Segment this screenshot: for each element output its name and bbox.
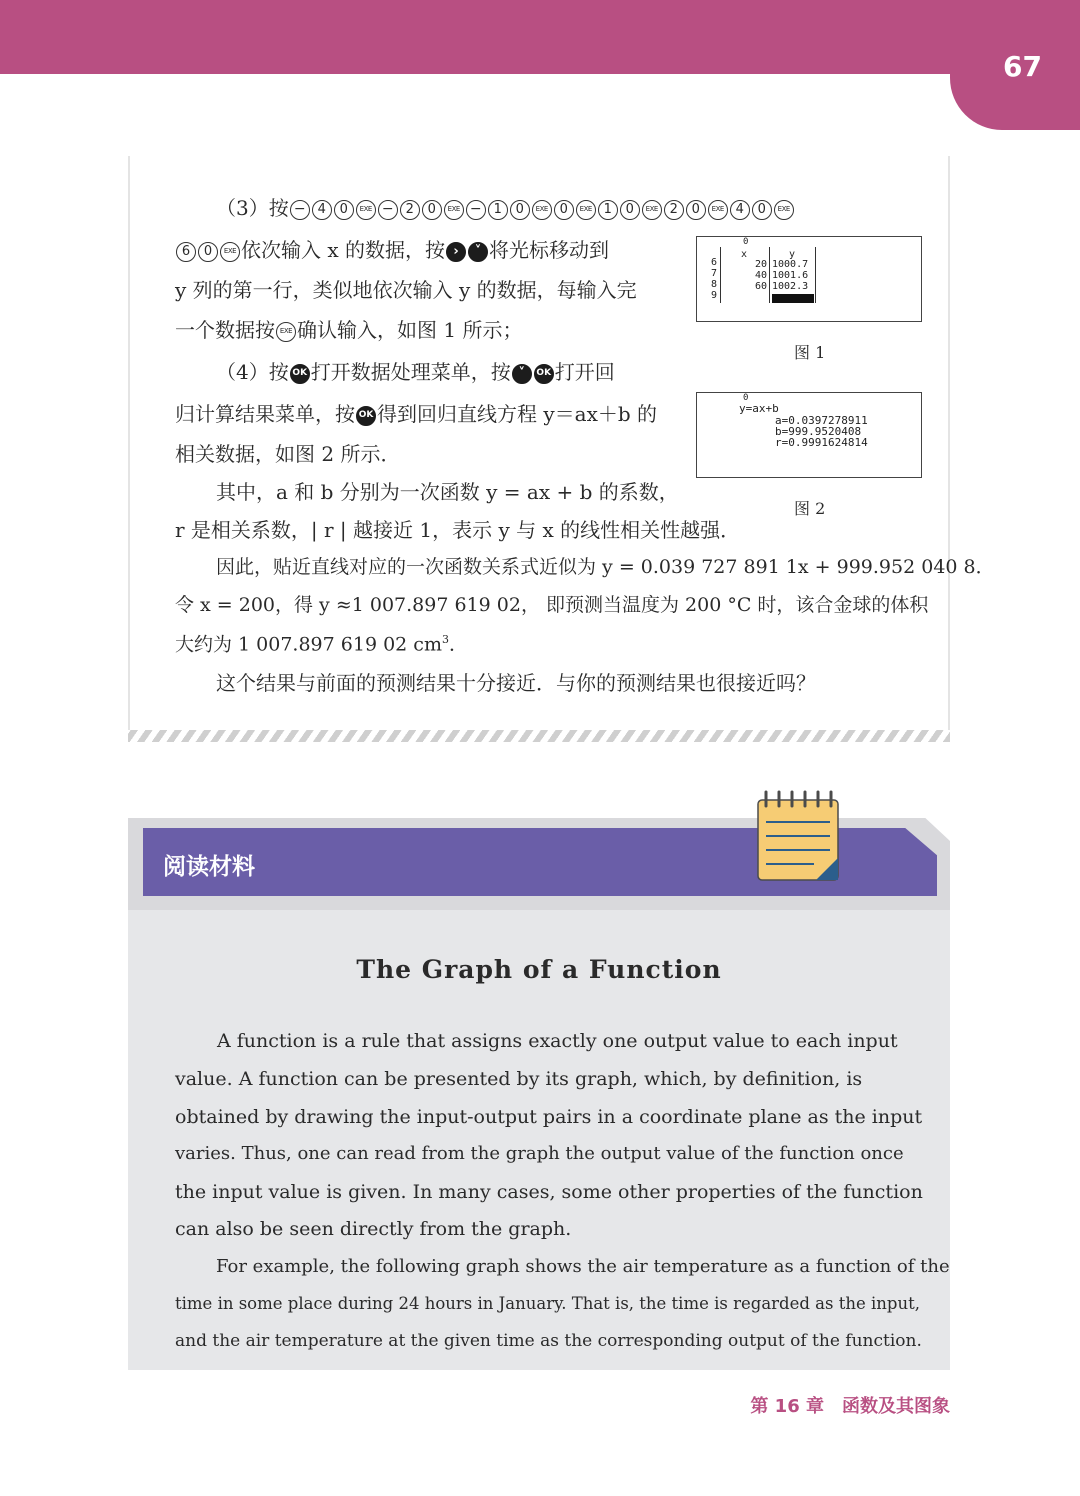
exe-key-icon: EXE: [444, 200, 464, 220]
exe-key-icon: EXE: [220, 242, 240, 262]
digit-key-icon: 6: [176, 242, 196, 262]
page-number: 67: [1003, 50, 1042, 83]
key-sequence-2: [175, 238, 241, 262]
step3-text-b: 将光标移动到: [489, 238, 609, 262]
para3: 这个结果与前面的预测结果十分接近．与你的预测结果也很接近吗？: [216, 671, 816, 695]
column-header-x: x: [741, 249, 748, 260]
negative-key-icon: −: [378, 200, 398, 220]
row-number: 9: [711, 290, 718, 301]
step4-label: （4）按: [216, 360, 289, 384]
reading-line: For example, the following graph shows the air temperature as a function of the: [216, 1256, 950, 1277]
ok-key-icon: OK: [290, 364, 310, 384]
para2-line1: 因此，贴近直线对应的一次函数关系式近似为 y = 0.039 727 891 1x + 999.952 040 8．: [216, 556, 995, 578]
exe-key-icon: EXE: [276, 322, 296, 342]
digit-key-icon: 2: [664, 200, 684, 220]
figure2-caption: 图 2: [794, 499, 826, 518]
digit-key-icon: 1: [488, 200, 508, 220]
row-number: 8: [711, 279, 718, 290]
digit-key-icon: 0: [686, 200, 706, 220]
digit-key-icon: 0: [334, 200, 354, 220]
header-band: [0, 0, 1080, 74]
reading-line: varies. Thus, one can read from the graph the output value of the function once: [175, 1143, 904, 1164]
exe-key-icon: EXE: [774, 200, 794, 220]
exe-key-icon: EXE: [576, 200, 596, 220]
para2-line3: [175, 634, 468, 654]
step3-line4: [175, 320, 522, 342]
para2-line2: 令 x = 200，得 y ≈1 007.897 619 02， 即预测当温度为 200 °C 时，该合金球的体积: [175, 594, 929, 616]
reading-line: can also be seen directly from the graph.: [175, 1218, 572, 1240]
y-value: 1001.6: [772, 270, 809, 281]
step3-line4-a: 一个数据按: [175, 318, 275, 342]
figure2-calculator-screen: [696, 392, 922, 478]
divider-hatch: [128, 730, 950, 742]
para2-line3-b: ．: [448, 633, 468, 656]
reading-line: obtained by drawing the input-output pairs in a coordinate plane as the input: [175, 1106, 923, 1128]
coef-b: b=999.9520408: [775, 425, 862, 438]
step4-text-a: 打开数据处理菜单，按: [310, 360, 511, 384]
row-number: 6: [711, 257, 718, 268]
calc-mode-icon: 0: [743, 237, 749, 247]
ok-key-icon: OK: [356, 406, 376, 426]
row-number: 7: [711, 268, 718, 279]
exe-key-icon: EXE: [642, 200, 662, 220]
x-value: 40: [754, 270, 767, 281]
digit-key-icon: 4: [312, 200, 332, 220]
step4-line2-b: 得到回归直线方程 y＝ax＋b 的: [377, 402, 658, 426]
reading-line: value. A function can be presented by its graph, which, by definition, is: [175, 1068, 863, 1090]
reading-line: and the air temperature at the given time as the corresponding output of the function.: [175, 1331, 922, 1351]
figure1-caption: 图 1: [794, 343, 826, 362]
y-values: [772, 259, 808, 292]
regression-equation: y=ax+b: [739, 402, 779, 415]
y-value: 1000.7: [772, 259, 809, 270]
reading-line: time in some place during 24 hours in January. That is, the time is regarded as the input,: [175, 1294, 920, 1313]
step3-line4-b: 确认输入，如图 1 所示；: [297, 318, 523, 342]
coef-a: a=0.0397278911: [775, 414, 868, 427]
y-value: 1002.3: [772, 281, 809, 292]
column-header-y: y: [789, 249, 796, 260]
down-arrow-key-icon: ˅: [512, 364, 532, 384]
figure1-calculator-screen: [696, 236, 922, 322]
step4-text-b: 打开回: [554, 360, 615, 384]
reading-line: A function is a rule that assigns exactly one output value to each input: [217, 1030, 898, 1052]
step3-line2: [175, 240, 609, 262]
step3-label: （3）按: [216, 196, 289, 220]
digit-key-icon: 0: [422, 200, 442, 220]
down-arrow-key-icon: ˅: [468, 242, 488, 262]
exe-key-icon: EXE: [356, 200, 376, 220]
cursor-cell: [772, 294, 814, 303]
step3-line3: y 列的第一行，类似地依次输入 y 的数据，每输入完: [175, 278, 637, 302]
para1-line1: 其中，a 和 b 分别为一次函数 y = ax + b 的系数，: [216, 480, 679, 504]
notepad-icon: [752, 788, 844, 884]
negative-key-icon: −: [466, 200, 486, 220]
row-numbers: [711, 257, 717, 301]
ok-key-icon: OK: [534, 364, 554, 384]
digit-key-icon: 0: [510, 200, 530, 220]
reading-title: The Graph of a Function: [356, 955, 722, 984]
x-values: [737, 259, 767, 292]
key-sequence-1: [289, 196, 795, 220]
digit-key-icon: 2: [400, 200, 420, 220]
calc-mode-icon: 0: [743, 393, 749, 403]
right-arrow-key-icon: ›: [446, 242, 466, 262]
digit-key-icon: 0: [620, 200, 640, 220]
exe-key-icon: EXE: [708, 200, 728, 220]
digit-key-icon: 0: [752, 200, 772, 220]
para2-line3-a: 大约为 1 007.897 619 02 cm: [175, 633, 442, 656]
superscript: 3: [441, 633, 449, 646]
reading-line: the input value is given. In many cases, some other properties of the function: [175, 1181, 923, 1203]
step3-line1: [216, 198, 795, 220]
digit-key-icon: 4: [730, 200, 750, 220]
x-value: 60: [754, 281, 767, 292]
digit-key-icon: 0: [554, 200, 574, 220]
coef-r: r=0.9991624814: [775, 436, 868, 449]
chapter-footer: 第 16 章 函数及其图象: [750, 1396, 950, 1417]
digit-key-icon: 0: [198, 242, 218, 262]
step4-line1: [216, 362, 615, 384]
reading-header-label: 阅读材料: [163, 854, 255, 880]
step3-text-a: 依次输入 x 的数据，按: [241, 238, 445, 262]
exe-key-icon: EXE: [532, 200, 552, 220]
para1-line2: r 是相关系数，| r | 越接近 1，表示 y 与 x 的线性相关性越强．: [175, 518, 741, 542]
digit-key-icon: 1: [598, 200, 618, 220]
step4-line2-a: 归计算结果菜单，按: [175, 402, 355, 426]
x-value: 20: [754, 259, 767, 270]
step4-line3: 相关数据，如图 2 所示．: [175, 442, 401, 466]
step4-line2: [175, 404, 657, 426]
negative-key-icon: −: [290, 200, 310, 220]
